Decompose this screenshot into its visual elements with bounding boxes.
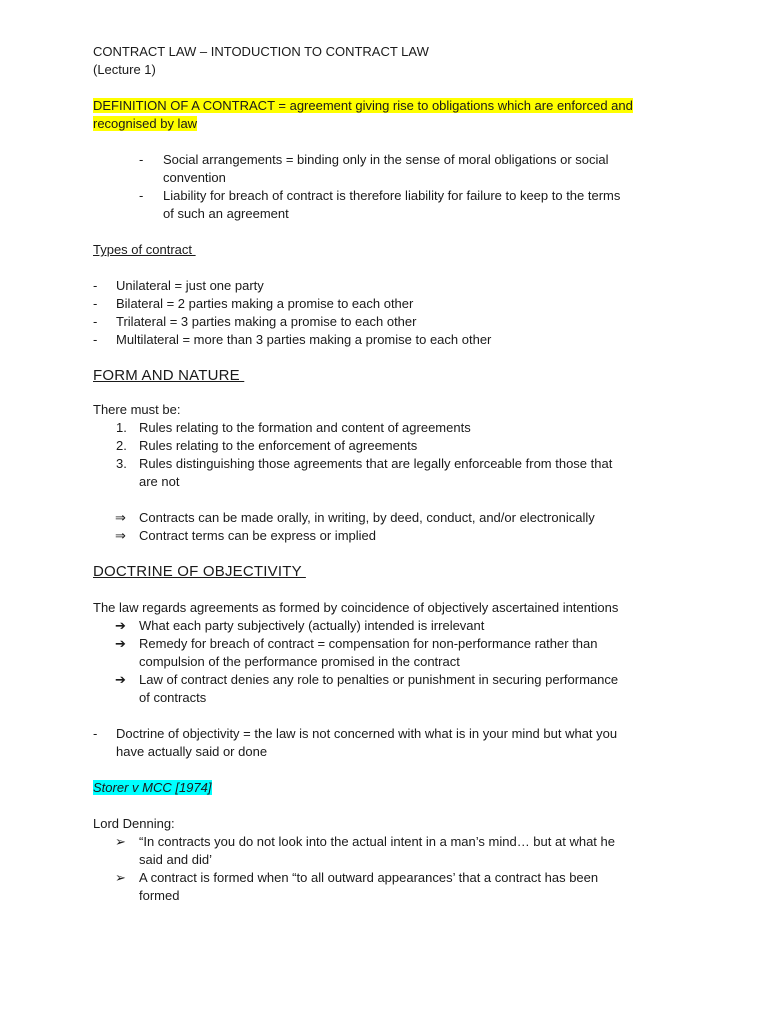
list-item: 1. Rules relating to the formation and content of agreements [116,420,471,435]
list-item: ⇒ Contract terms can be express or implied [115,528,376,543]
list-item: - Unilateral = just one party [93,278,264,293]
dash-bullet: - [139,188,144,203]
arrowhead-bullet-icon: ➢ [115,870,126,885]
types-list [93,277,680,349]
list-number: 1. [116,420,127,435]
list-item: - Trilateral = 3 parties making a promise to each other [93,314,417,329]
form-implications-list [93,509,680,545]
dash-bullet: - [93,726,98,741]
types-heading: Types of contract [93,242,196,257]
objectivity-doctrine-list [93,725,680,761]
list-item: - Multilateral = more than 3 parties making a promise to each other [93,332,492,347]
list-item: ➔ What each party subjectively (actually) intended is irrelevant [115,618,485,633]
list-item: ⇒ Contracts can be made orally, in writing, by deed, conduct, and/or electronically [115,510,595,525]
arrow-right-icon: ➔ [115,672,126,687]
list-item: 2. Rules relating to the enforcement of agreements [116,438,418,453]
objectivity-heading: DOCTRINE OF OBJECTIVITY [93,563,306,580]
judge-name: Lord Denning: [93,816,175,831]
objectivity-arrow-list [93,617,680,707]
definition-points-list [93,151,680,223]
definition-block [93,97,680,133]
list-number: 3. [116,456,127,471]
dash-bullet: - [93,296,98,311]
arrow-right-icon: ➔ [115,636,126,651]
list-item: - Social arrangements = binding only in the sense of moral obligations or social convention [139,152,609,185]
document-title: CONTRACT LAW – INTODUCTION TO CONTRACT LAW [93,44,429,59]
dash-bullet: - [139,152,144,167]
list-item: ➢ “In contracts you do not look into the actual intent in a man’s mind… but at what he said and did’ [115,834,615,867]
form-numbered-list [93,419,680,491]
case-quotes-list [93,833,680,905]
list-item: ➔ Remedy for breach of contract = compensation for non-performance rather than compulsion of the performance promised in the contract [115,636,598,669]
form-intro: There must be: [93,402,181,417]
objectivity-intro: The law regards agreements as formed by coincidence of objectively ascertained intentions [93,600,619,615]
arrowhead-bullet-icon: ➢ [115,834,126,849]
list-item: ➢ A contract is formed when “to all outward appearances’ that a contract has been formed [115,870,599,903]
lecture-label: (Lecture 1) [93,62,156,77]
double-arrow-icon: ⇒ [115,528,126,543]
dash-bullet: - [93,332,98,347]
list-item: - Bilateral = 2 parties making a promise to each other [93,296,414,311]
list-item: ➔ Law of contract denies any role to penalties or punishment in securing performance of contracts [115,672,619,705]
form-and-nature-heading: FORM AND NATURE [93,367,245,384]
arrow-right-icon: ➔ [115,618,126,633]
definition-line-2: recognised by law [93,116,198,131]
double-arrow-icon: ⇒ [115,510,126,525]
dash-bullet: - [93,314,98,329]
case-name: Storer v MCC [1974] [93,780,212,795]
case-block [93,779,680,797]
list-item: 3. Rules distinguishing those agreements that are legally enforceable from those that are not [116,456,613,489]
list-number: 2. [116,438,127,453]
definition-line-1: DEFINITION OF A CONTRACT = agreement giving rise to obligations which are enforced and [93,98,633,113]
list-item: - Liability for breach of contract is therefore liability for failure to keep to the terms of such an agreement [139,188,621,221]
list-item: - Doctrine of objectivity = the law is not concerned with what is in your mind but what you have actually said or done [93,726,618,759]
dash-bullet: - [93,278,98,293]
